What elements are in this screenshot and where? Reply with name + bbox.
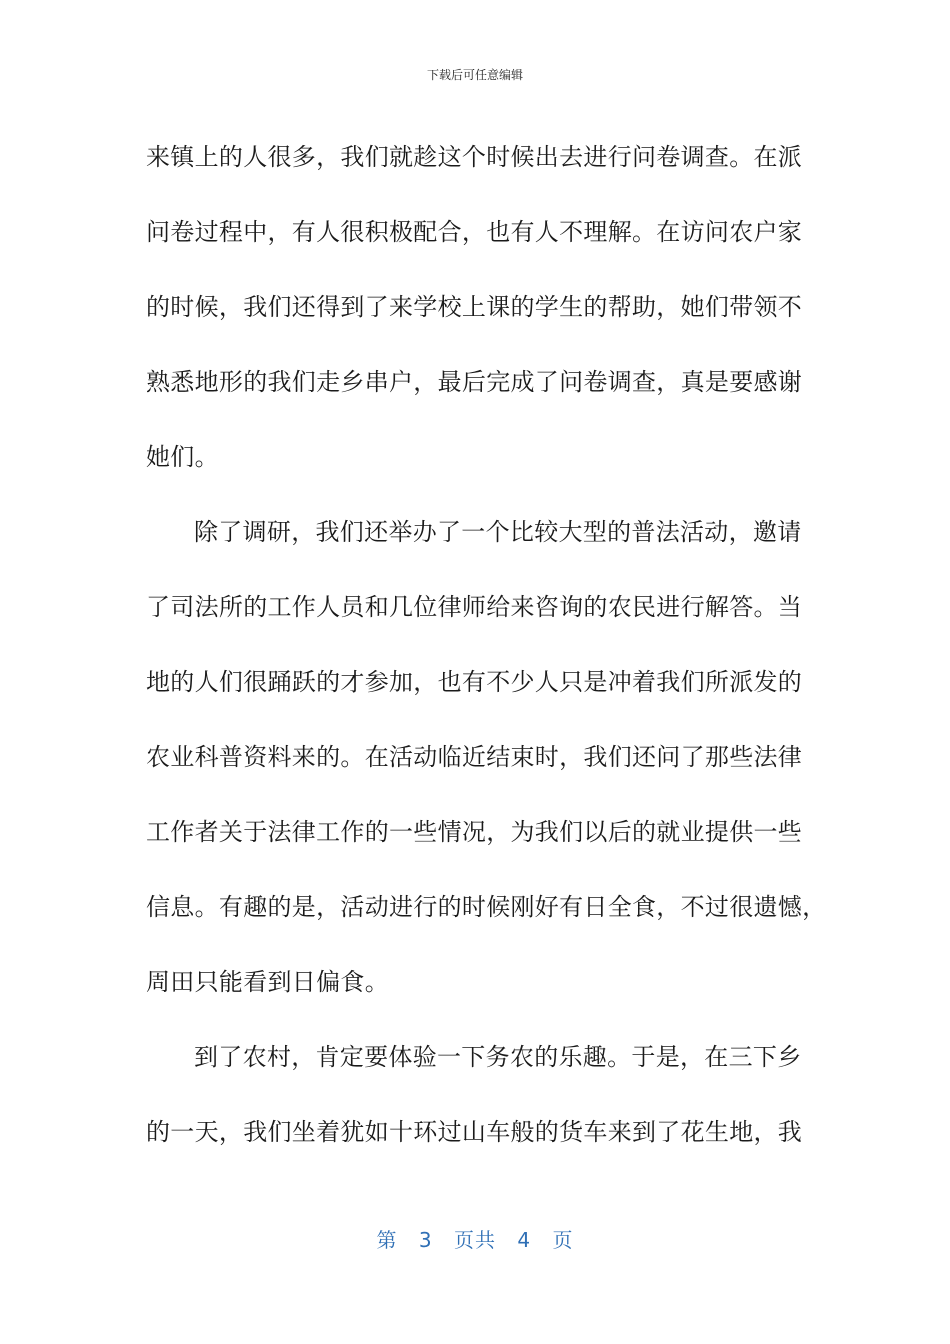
text-line: 来镇上的人很多，我们就趁这个时候出去进行问卷调查。在派 [146,143,803,171]
total-pages-number: 4 [517,1228,532,1252]
text-line: 熟悉地形的我们走乡串户，最后完成了问卷调查，真是要感谢 [146,368,803,396]
text-line: 农业科普资料来的。在活动临近结束时，我们还问了那些法律 [146,743,803,771]
text-line: 问卷过程中，有人很积极配合，也有人不理解。在访问农户家 [146,218,803,246]
text-line: 的时候，我们还得到了来学校上课的学生的帮助，她们带领不 [146,293,803,321]
text-line: 工作者关于法律工作的一些情况，为我们以后的就业提供一些 [146,818,803,846]
text-line: 地的人们很踊跃的才参加，也有不少人只是冲着我们所派发的 [146,668,803,696]
text-line: 信息。有趣的是，活动进行的时候刚好有日全食，不过很遗憾， [146,893,827,921]
text-line: 她们。 [146,443,219,471]
current-page-number: 3 [418,1228,433,1252]
text-line: 了司法所的工作人员和几位律师给来咨询的农民进行解答。当 [146,593,803,621]
text-line: 除了调研，我们还举办了一个比较大型的普法活动，邀请 [194,518,802,546]
text-line: 到了农村，肯定要体验一下务农的乐趣。于是，在三下乡 [194,1043,802,1071]
text-line: 周田只能看到日偏食。 [146,968,389,996]
page-footer [0,1224,950,1253]
footer-suffix: 页 [552,1228,574,1252]
text-line: 的一天，我们坐着犹如十环过山车般的货车来到了花生地，我 [146,1118,803,1146]
document-body [146,120,827,1170]
page-header: 下载后可任意编辑 [426,68,523,82]
footer-prefix: 第 [376,1228,398,1252]
footer-middle: 页共 [454,1228,496,1252]
